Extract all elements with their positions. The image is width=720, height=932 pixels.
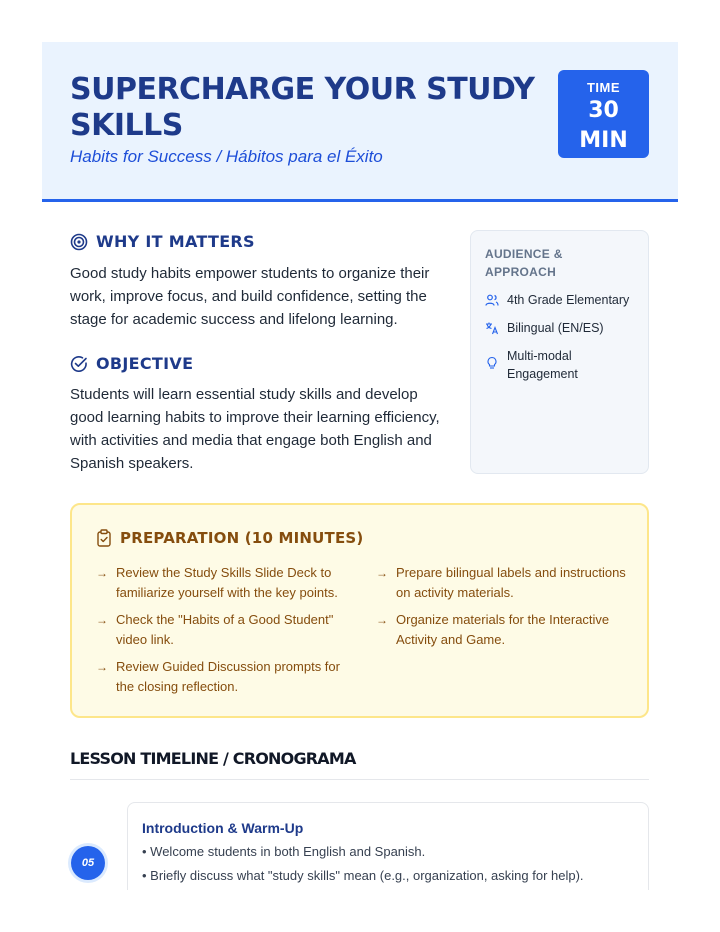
divider: [70, 779, 649, 780]
check-circle-icon: [70, 355, 88, 373]
arrow-right-icon: →: [376, 566, 388, 580]
timeline-card-item: • Briefly discuss what "study skills" mean (e.g., organization, asking for help).: [142, 868, 584, 883]
prep-item-text: Prepare bilingual labels and instructions on activity materials.: [396, 565, 626, 600]
page-subtitle: Habits for Success / Hábitos para el Éxito: [70, 147, 383, 166]
arrow-right-icon: →: [376, 613, 388, 627]
audience-item-label: Bilingual (EN/ES): [507, 321, 604, 335]
objective-text: Students will learn essential study skills and develop good learning habits to improve their learning efficiency, with activities and media that engage both English and Spanish speakers.: [70, 386, 440, 472]
prep-item-text: Review Guided Discussion prompts for the closing reflection.: [116, 659, 340, 694]
arrow-right-icon: →: [96, 613, 108, 627]
timeline-minutes-badge: 05: [71, 846, 105, 880]
audience-item-label: 4th Grade Elementary: [507, 293, 630, 307]
objective-heading: [70, 354, 193, 373]
timeline-card-title: Introduction & Warm-Up: [142, 820, 304, 836]
prep-item-text: Review the Study Skills Slide Deck to familiarize yourself with the key points.: [116, 565, 338, 600]
page-bottom-mask: [0, 890, 720, 932]
audience-item-label: Multi-modal Engagement: [507, 349, 578, 381]
time-label: TIME: [586, 80, 621, 95]
arrow-right-icon: →: [96, 566, 108, 580]
time-value: 30: [588, 98, 619, 123]
timeline-card-item-text: Briefly discuss what "study skills" mean (e.g., organization, asking for help).: [150, 868, 584, 883]
arrow-right-icon: →: [96, 660, 108, 674]
prep-item: [376, 563, 626, 603]
prep-item: [376, 610, 626, 650]
audience-title: AUDIENCE & APPROACH: [485, 247, 563, 279]
users-icon: [485, 293, 499, 307]
audience-item-grade: [485, 291, 629, 309]
why-text: Good study habits empower students to organize their work, improve focus, and build confidence, setting the stage for academic success and lifelong learning.: [70, 265, 430, 328]
lightbulb-icon: [485, 356, 499, 370]
preparation-heading-label: PREPARATION (10 MINUTES): [120, 529, 364, 547]
preparation-box: [70, 503, 649, 718]
timeline-heading: LESSON TIMELINE / CRONOGRAMA: [70, 749, 356, 768]
translate-icon: [485, 321, 499, 335]
prep-item: [96, 563, 346, 603]
preparation-heading: [96, 529, 363, 547]
audience-item-engagement: [485, 347, 635, 383]
why-heading-label: WHY IT MATTERS: [96, 232, 255, 251]
prep-item: [96, 657, 346, 697]
clipboard-check-icon: [96, 529, 112, 547]
time-unit: MIN: [579, 128, 628, 153]
page-title: SUPERCHARGE YOUR STUDY SKILLS: [70, 72, 535, 143]
prep-item-text: Organize materials for the Interactive Activity and Game.: [396, 612, 610, 647]
timeline-card-item: • Welcome students in both English and Spanish.: [142, 844, 426, 859]
target-icon: [70, 233, 88, 251]
prep-item-text: Check the "Habits of a Good Student" video link.: [116, 612, 334, 647]
audience-item-language: [485, 319, 604, 337]
prep-item: [96, 610, 346, 650]
lesson-header: [42, 42, 678, 202]
why-heading: [70, 232, 255, 251]
audience-card: [470, 230, 649, 474]
objective-heading-label: OBJECTIVE: [96, 354, 194, 373]
timeline-card-item-text: Welcome students in both English and Spanish.: [150, 844, 426, 859]
time-badge: [558, 70, 649, 158]
